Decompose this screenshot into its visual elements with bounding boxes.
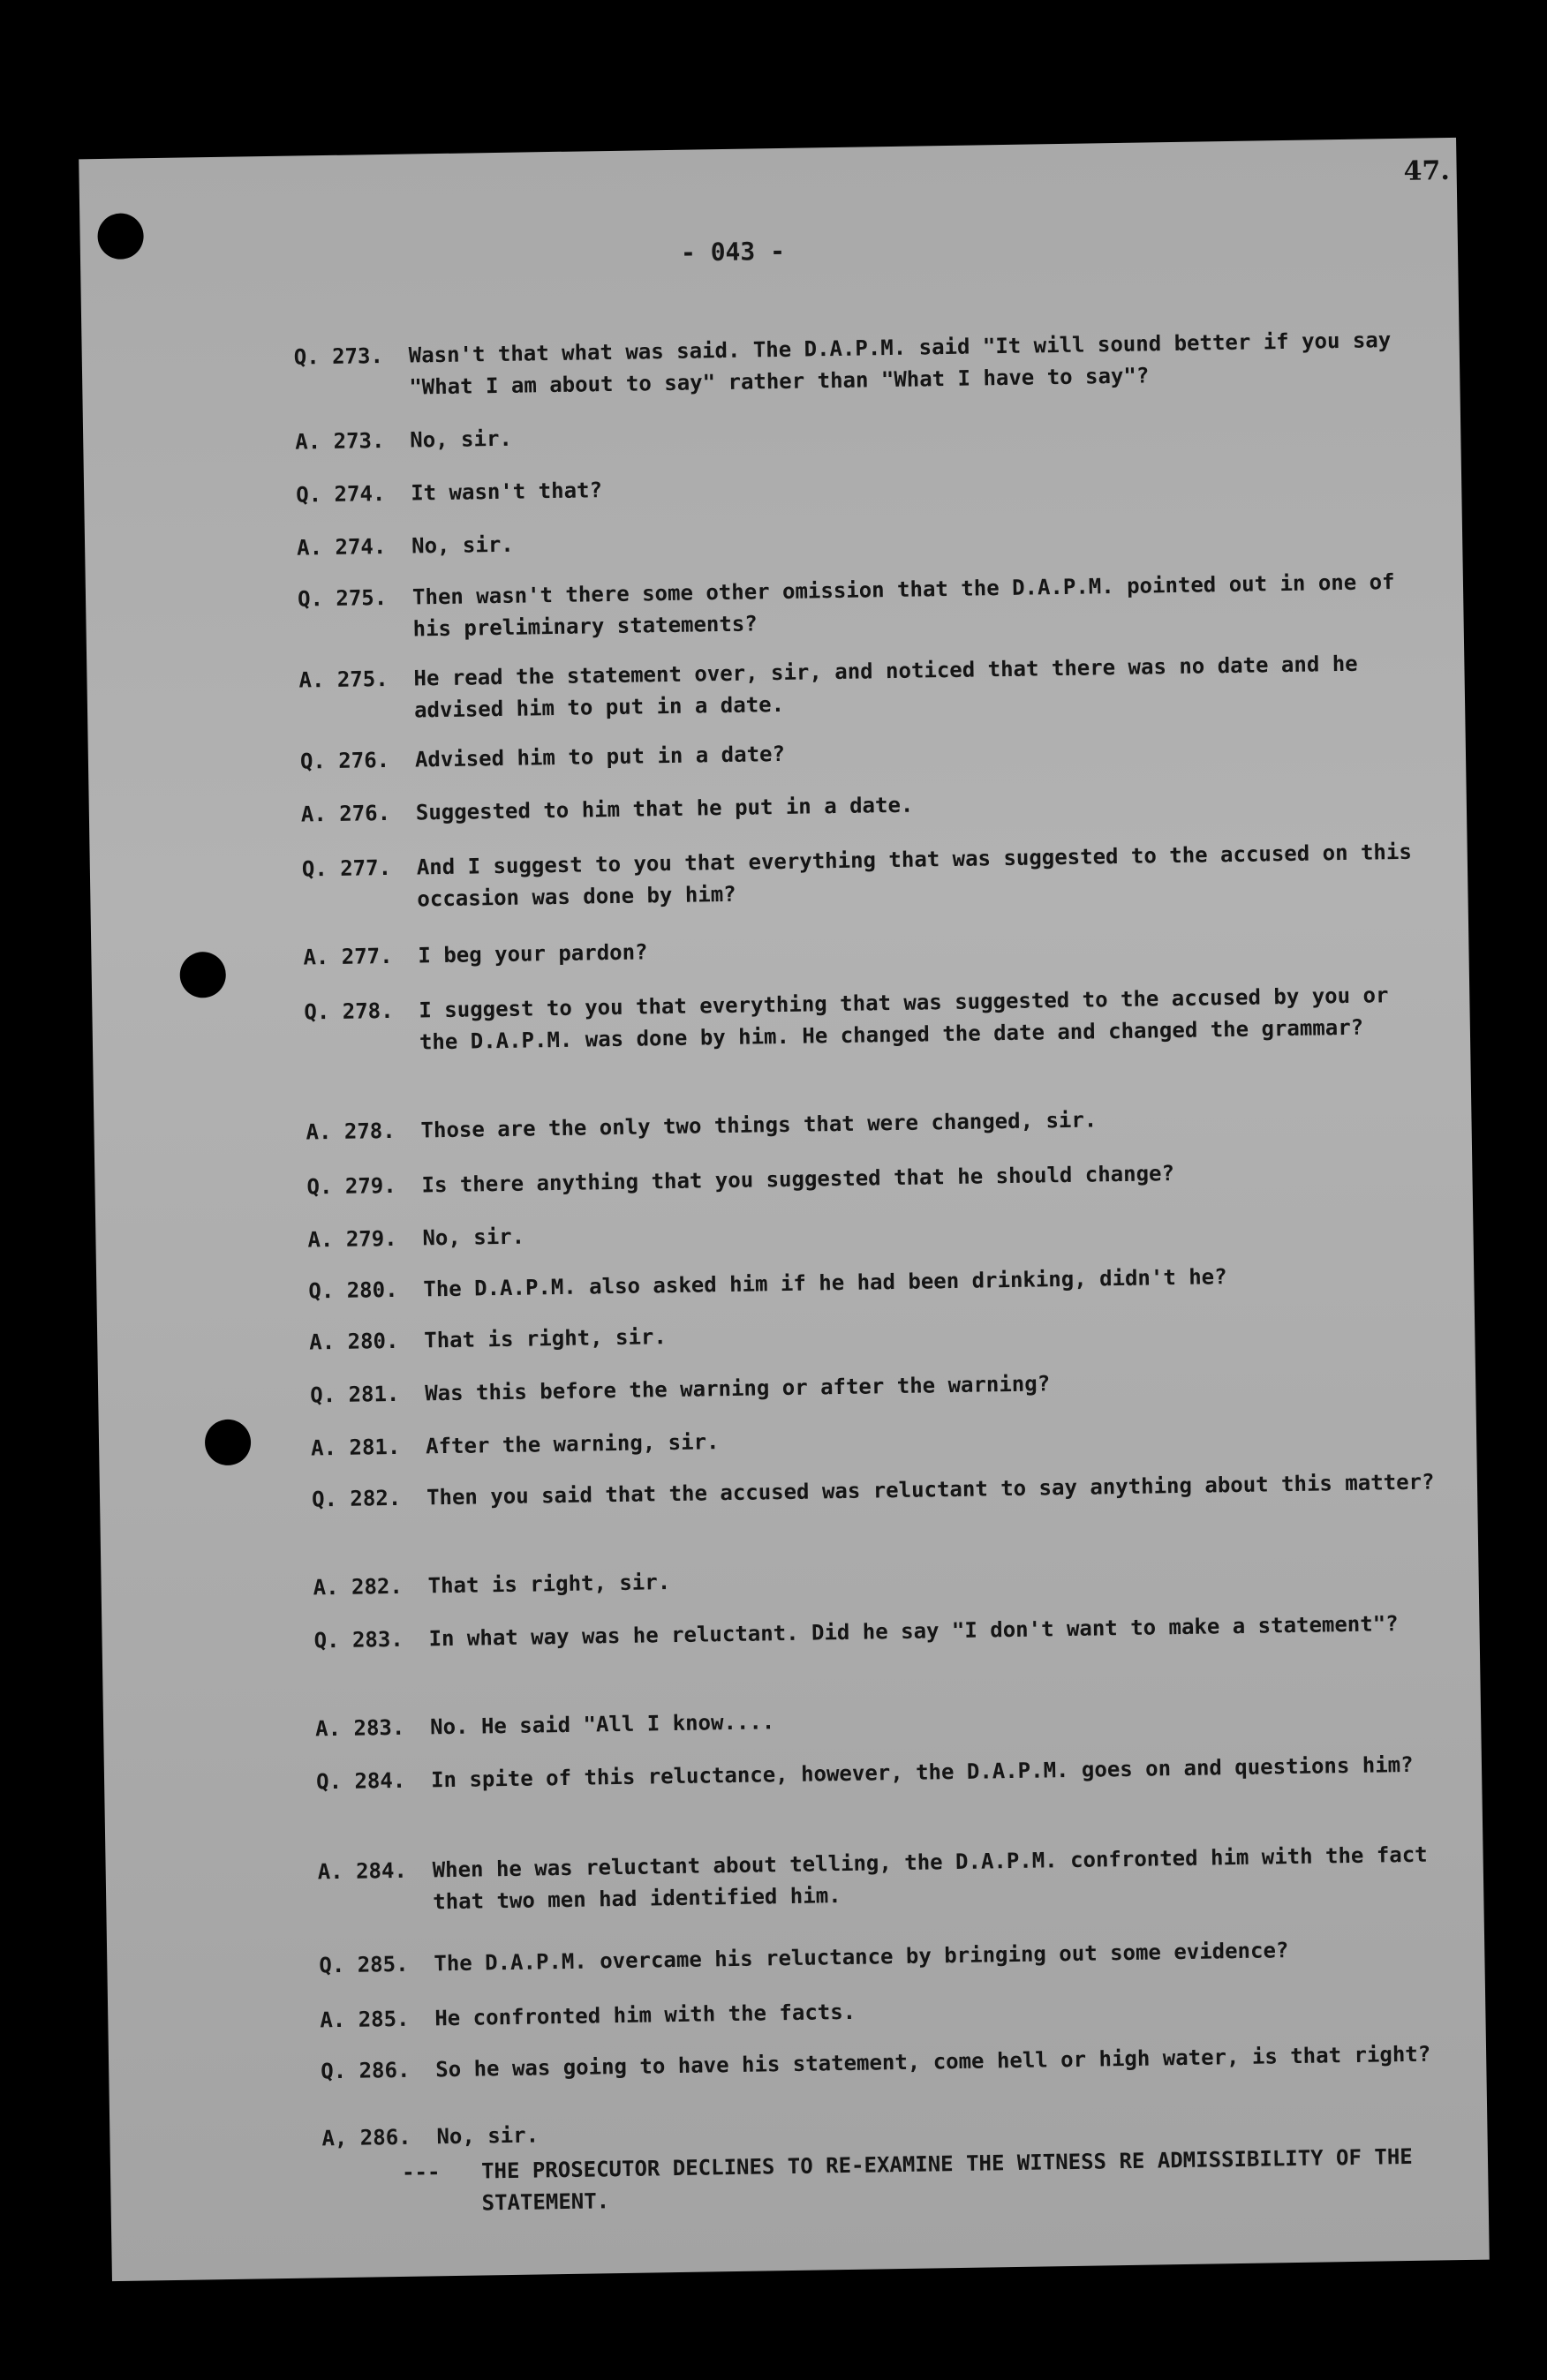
entry-label: Q. 273. bbox=[293, 343, 384, 370]
entry-text: No, sir. bbox=[410, 426, 513, 453]
punch-hole bbox=[97, 213, 144, 260]
qa-entry bbox=[313, 1607, 1444, 1656]
qa-entry bbox=[303, 923, 1433, 973]
qa-entry bbox=[302, 835, 1433, 916]
entry-text: The D.A.P.M. also asked him if he had been drinking, didn't he? bbox=[423, 1264, 1227, 1302]
entry-label: Q. 276. bbox=[299, 747, 390, 774]
document-page bbox=[79, 138, 1490, 2281]
qa-entry bbox=[300, 727, 1430, 777]
entry-text: It wasn't that? bbox=[410, 478, 603, 506]
qa-entry bbox=[301, 780, 1431, 830]
qa-entry bbox=[311, 1414, 1441, 1464]
entry-label: Q. 285. bbox=[319, 1951, 409, 1978]
qa-entry bbox=[316, 1748, 1446, 1797]
qa-entry bbox=[298, 646, 1430, 727]
entry-text: That is right, sir. bbox=[424, 1324, 668, 1353]
corner-page-number: 47. bbox=[1403, 155, 1451, 187]
entry-text: Advised him to put in a date? bbox=[414, 741, 786, 772]
qa-entry bbox=[306, 1153, 1437, 1202]
entry-label: Q. 277. bbox=[301, 855, 392, 882]
qa-entry bbox=[295, 408, 1425, 457]
entry-text: And I suggest to you that everything that was suggested to the accused on this occasion was done by him? bbox=[416, 839, 1412, 912]
entry-text: Those are the only two things that were changed, sir. bbox=[420, 1107, 1098, 1143]
qa-entry bbox=[321, 2037, 1451, 2087]
qa-entry bbox=[313, 1554, 1443, 1603]
entry-text: That is right, sir. bbox=[427, 1570, 671, 1599]
qa-entry bbox=[317, 1838, 1448, 1919]
entry-label: Q. 274. bbox=[295, 480, 386, 508]
entry-text: Then wasn't there some other omission that the D.A.P.M. pointed out in one of his preliminary statements? bbox=[411, 569, 1395, 642]
closing-note bbox=[402, 2140, 1471, 2220]
entry-label: A. 276. bbox=[300, 800, 391, 827]
entry-label: A. 273. bbox=[295, 428, 385, 455]
qa-entry bbox=[297, 514, 1427, 563]
entry-text: I beg your pardon? bbox=[418, 939, 648, 968]
entry-text: Suggested to him that he put in a date. bbox=[415, 792, 914, 825]
entry-text: No, sir. bbox=[411, 531, 514, 559]
closing-dash: --- bbox=[401, 2159, 441, 2185]
entry-label: A. 278. bbox=[306, 1118, 396, 1145]
entry-label: Q. 284. bbox=[315, 1767, 406, 1795]
entry-label: Q. 279. bbox=[306, 1172, 396, 1200]
entry-label: A. 285. bbox=[320, 2006, 410, 2033]
entry-text: So he was going to have his statement, come hell or high water, is that right? bbox=[435, 2041, 1431, 2082]
entry-text: After the warning, sir. bbox=[425, 1429, 720, 1459]
entry-label: Q. 278. bbox=[304, 998, 394, 1025]
entry-text: When he was reluctant about telling, the D.A.P.M. confronted him with the fact that two men had identified him. bbox=[432, 1841, 1428, 1915]
entry-label: Q. 283. bbox=[313, 1626, 404, 1653]
entry-label: Q. 286. bbox=[321, 2057, 411, 2084]
page-number: - 043 - bbox=[680, 236, 786, 267]
entry-text: In what way was he reluctant. Did he say "I don't want to make a statement"? bbox=[428, 1611, 1399, 1652]
entry-label: A. 280. bbox=[309, 1328, 399, 1355]
closing-text: THE PROSECUTOR DECLINES TO RE-EXAMINE THE WITNESS RE ADMISSIBILITY OF THE STATEMENT. bbox=[480, 2143, 1413, 2216]
punch-hole bbox=[179, 952, 226, 998]
entry-text: No. He said "All I know.... bbox=[429, 1709, 775, 1740]
entry-text: No, sir. bbox=[422, 1224, 525, 1251]
qa-entry bbox=[293, 323, 1424, 404]
entry-label: Q. 281. bbox=[310, 1381, 400, 1408]
qa-entry bbox=[312, 1465, 1442, 1515]
entry-text: I suggest to you that everything that was suggested to the accused by you or the D.A.P.M. was done by him. He changed the date and changed the grammar? bbox=[419, 983, 1389, 1055]
qa-entry bbox=[309, 1308, 1439, 1358]
entry-text: He read the statement over, sir, and noticed that there was no date and he advised him to put in a date. bbox=[413, 651, 1358, 723]
entry-text: The D.A.P.M. overcame his reluctance by bringing out some evidence? bbox=[434, 1938, 1289, 1977]
punch-hole bbox=[205, 1420, 252, 1466]
entry-text: He confronted him with the facts. bbox=[434, 1999, 857, 2031]
entry-text: Wasn't that what was said. The D.A.P.M. said "It will sound better if you say "What I am about to say" rather than "What I have to say"? bbox=[408, 328, 1392, 400]
qa-entry bbox=[298, 565, 1429, 646]
entry-label: A. 274. bbox=[296, 533, 387, 561]
entry-label: A. 275. bbox=[298, 666, 389, 693]
entry-label: A. 284. bbox=[317, 1857, 408, 1885]
qa-entry bbox=[320, 1986, 1450, 2036]
qa-entry bbox=[315, 1695, 1445, 1744]
qa-entry bbox=[319, 1932, 1449, 1981]
entry-label: Q. 275. bbox=[297, 584, 388, 612]
entry-label: Q. 280. bbox=[308, 1277, 398, 1304]
entry-label: A. 279. bbox=[307, 1225, 397, 1253]
entry-label: A. 277. bbox=[303, 943, 393, 970]
entry-text: In spite of this reluctance, however, the D.A.P.M. goes on and questions him? bbox=[430, 1751, 1414, 1793]
entry-text: Is there anything that you suggested that he should change? bbox=[421, 1161, 1175, 1198]
qa-entry bbox=[306, 1098, 1436, 1148]
qa-entry bbox=[296, 461, 1426, 510]
qa-entry bbox=[308, 1257, 1438, 1307]
entry-label: A. 281. bbox=[310, 1434, 401, 1461]
qa-entry bbox=[310, 1361, 1440, 1411]
qa-entry bbox=[307, 1206, 1438, 1255]
entry-text: Was this before the warning or after the warning? bbox=[425, 1371, 1051, 1406]
entry-text: Then you said that the accused was reluctant to say anything about this matter? bbox=[426, 1469, 1435, 1510]
entry-label: A. 282. bbox=[313, 1573, 404, 1600]
entry-label: A. 283. bbox=[314, 1714, 405, 1742]
entry-label: A, 286. bbox=[321, 2124, 411, 2151]
entry-label: Q. 282. bbox=[311, 1485, 402, 1512]
qa-entry bbox=[304, 978, 1435, 1059]
entry-text: No, sir. bbox=[436, 2122, 540, 2150]
